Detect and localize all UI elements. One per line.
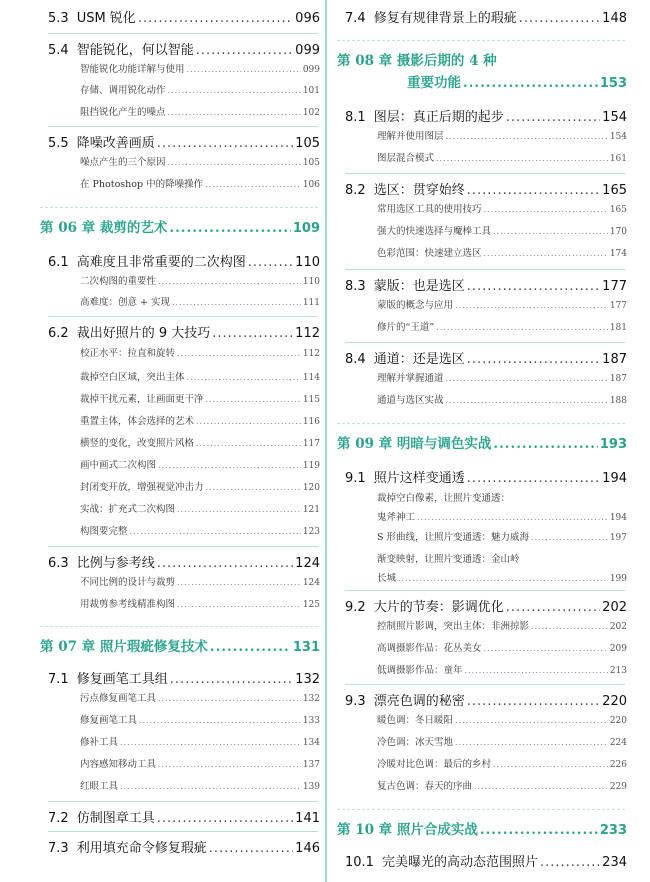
entry-title: 红眼工具 [80,781,119,792]
leader-dots [187,373,301,382]
page-number: 165 [602,183,627,198]
section-number: 8.4 [345,352,366,367]
page-number: 199 [609,574,627,584]
page-number: 233 [599,823,627,838]
section-number: 5.4 [48,43,69,58]
page-number: 141 [295,811,320,826]
toc-subentry [377,756,627,770]
toc-section-entry [48,837,320,856]
entry-title: 冷色调：冰天雪地 [377,737,454,748]
toc-section-entry [345,7,627,26]
toc-chapter-heading [40,635,320,655]
leader-dots [187,65,301,74]
toc-subentry-continued [377,570,627,584]
leader-dots [168,158,301,167]
page-number: 229 [609,782,627,792]
toc-subentry [377,297,627,311]
toc-subentry [80,435,320,449]
leader-dots [467,183,600,198]
entry-title: 蒙版：也是选区 [373,279,465,294]
leader-dots [209,841,293,856]
page-number: 099 [302,65,320,75]
chapter-title: 第 09 章 明暗与调色实战 [337,436,492,452]
entry-title: 通道：还是选区 [373,352,465,367]
page-number: 123 [302,527,320,537]
toc-section-entry [48,251,320,270]
toc-subentry [377,778,627,792]
entry-title: 高难度且非常重要的二次构图 [76,255,246,270]
section-separator [48,546,318,547]
page-number: 220 [602,694,627,709]
chapter-title: 第 10 章 照片合成实战 [337,822,478,838]
leader-dots [130,527,301,536]
toc-subentry [80,523,320,537]
leader-dots [157,811,293,826]
entry-title: 复古色调：春天的序曲 [377,781,473,792]
toc-subentry [377,734,627,748]
leader-dots [436,323,608,332]
toc-subentry [377,128,627,142]
page-number: 117 [302,439,320,449]
leader-dots [158,461,301,470]
entry-title: 蒙版的概念与应用 [377,300,454,311]
section-number: 5.3 [48,11,69,26]
page-number: 220 [609,716,627,726]
toc-section-entry [345,467,627,486]
section-number: 9.1 [345,471,366,486]
leader-dots [474,782,608,791]
entry-title: 裁出好照片的 9 大技巧 [76,326,211,341]
page-number: 146 [295,841,320,856]
page-number: 102 [302,108,320,118]
toc-subentry [80,690,320,704]
entry-title: 横竖的变化，改变照片风格 [80,438,195,449]
leader-dots [506,600,600,615]
entry-title: 构图要完整 [80,526,128,537]
leader-dots [463,75,598,91]
chapter-separator [40,207,318,208]
leader-dots [467,352,600,367]
entry-title: 智能锐化，何以智能 [76,43,194,58]
leader-dots [398,574,608,583]
entry-title: 封闭变开放，增强视觉冲击力 [80,482,204,493]
section-number: 5.5 [48,136,69,151]
page-number: 114 [302,373,320,383]
toc-subentry [377,319,627,333]
leader-dots [446,396,608,405]
section-separator [345,590,625,591]
entry-title: 污点修复画笔工具 [80,693,157,704]
page-number: 154 [602,110,627,125]
toc-subentry [80,104,320,118]
leader-dots [446,132,608,141]
entry-title: 强大的快速选择与魔棒工具 [377,226,492,237]
entry-title: USM 锐化 [76,11,136,26]
chapter-title: 第 08 章 摄影后期的 4 种 [337,53,497,69]
section-number: 9.2 [345,600,366,615]
leader-dots [493,760,608,769]
page-number: 112 [302,349,320,359]
entry-title: 实战：扩充式二次构图 [80,504,176,515]
page-number: 134 [302,738,320,748]
entry-title: 二次构图的重要性 [80,276,157,287]
toc-section-entry [345,690,627,709]
entry-title: 比例与参考线 [76,556,155,571]
toc-chapter-heading [337,49,627,69]
entry-title: 修复画笔工具组 [76,672,168,687]
toc-section-entry [48,7,320,26]
leader-dots [467,471,600,486]
entry-title: 裁掉空白区域，突出主体 [80,372,185,383]
page-number: 124 [302,578,320,588]
leader-dots [170,672,293,687]
entry-title-line2: 长城 [377,573,397,584]
toc-subentry [377,201,627,215]
entry-title: 漂亮色调的秘密 [373,694,465,709]
chapter-separator [337,809,625,810]
page-number: 105 [302,158,320,168]
toc-subentry [377,150,627,164]
leader-dots [139,716,301,725]
section-separator [48,316,318,317]
leader-dots [417,513,608,522]
leader-dots [446,374,608,383]
entry-title: 存储、调用锐化动作 [80,85,166,96]
page-number: 181 [609,323,627,333]
toc-subentry [80,345,320,359]
toc-subentry [377,245,627,259]
page-number: 101 [302,86,320,96]
toc-section-entry [48,39,320,58]
chapter-separator [337,423,625,424]
toc-chapter-heading-continued [407,71,627,91]
section-separator [48,126,318,127]
page-number: 234 [602,855,627,870]
page-number: 226 [609,760,627,770]
entry-title: 大片的节奏：影调优化 [373,600,504,615]
leader-dots [484,249,608,258]
entry-title: 校正水平：拉直和旋转 [80,348,176,359]
toc-section-entry [48,322,320,341]
toc-subentry [80,596,320,610]
section-number: 6.1 [48,255,69,270]
leader-dots [172,298,301,307]
entry-title: 常用选区工具的使用技巧 [377,204,482,215]
toc-subentry [80,778,320,792]
toc-subentry [80,391,320,405]
toc-subentry-continued [377,509,627,523]
section-separator [345,342,625,343]
entry-title: 暖色调：冬日暖阳 [377,715,454,726]
entry-title: 完美曝光的高动态范围照片 [381,855,538,870]
page-number: 133 [302,716,320,726]
entry-title: 在 Photoshop 中的降噪操作 [80,179,204,190]
toc-subentry: 渐变映射，让照片变通透：金山岭 [377,554,520,565]
entry-title: 画中画式二次构图 [80,460,157,471]
page-number: 124 [295,556,320,571]
toc-section-entry [48,668,320,687]
page-number: 099 [295,43,320,58]
toc-subentry: 裁掉空白像素，让照片变通透： [377,493,511,504]
leader-dots [465,666,608,675]
page-number: 177 [602,279,627,294]
leader-dots [531,622,608,631]
leader-dots [138,11,293,26]
page-number: 137 [302,760,320,770]
entry-title: 阻挡锐化产生的噪点 [80,107,166,118]
section-number: 6.2 [48,326,69,341]
leader-dots [177,505,301,514]
page-number: 194 [609,513,627,523]
leader-dots [196,417,301,426]
page-number: 131 [292,640,320,655]
entry-title: 选区：贯穿始终 [373,183,465,198]
toc-section-entry [345,179,627,198]
leader-dots [120,738,301,747]
page-number: 121 [302,505,320,515]
page-number: 177 [609,301,627,311]
page-number: 202 [602,600,627,615]
toc-section-entry [48,552,320,571]
entry-title: 修补工具 [80,737,119,748]
entry-title: 裁掉干扰元素，让画面更干净 [80,394,204,405]
toc-subentry [80,574,320,588]
leader-dots [484,205,608,214]
leader-dots [455,301,608,310]
page-number: 110 [295,255,320,270]
leader-dots [455,716,608,725]
leader-dots [177,600,301,609]
toc-subentry [377,370,627,384]
leader-dots [168,86,301,95]
entry-title: 控制照片影调，突出主体：非洲掠影 [377,621,530,632]
section-number: 7.1 [48,672,69,687]
page-number: 188 [609,396,627,406]
toc-subentry [80,82,320,96]
toc-subentry [80,734,320,748]
leader-dots [531,533,608,542]
toc-subentry [80,457,320,471]
toc-subentry [80,501,320,515]
page-number: 105 [295,136,320,151]
leader-dots [493,227,608,236]
toc-section-entry [345,348,627,367]
entry-title: 图层：真正后期的起步 [373,110,504,125]
page-number: 161 [609,154,627,164]
page-number: 132 [302,694,320,704]
leader-dots [480,822,598,838]
section-number: 10.1 [345,855,374,870]
toc-subentry [377,529,627,543]
leader-dots [177,578,301,587]
toc-subentry [377,223,627,237]
leader-dots [120,782,301,791]
leader-dots [196,43,293,58]
page-number: 120 [302,483,320,493]
page-number: 224 [609,738,627,748]
leader-dots [157,136,293,151]
leader-dots [467,694,600,709]
page-number: 202 [609,622,627,632]
toc-subentry [377,640,627,654]
section-number: 7.4 [345,11,366,26]
toc-section-entry [345,851,627,870]
entry-title: 低调摄影作品：童年 [377,665,463,676]
entry-title: 降噪改善画质 [76,136,155,151]
leader-dots [168,108,301,117]
leader-dots [158,694,301,703]
toc-subentry [80,176,320,190]
leader-dots [212,326,293,341]
entry-title: 噪点产生的三个原因 [80,157,166,168]
toc-subentry [377,392,627,406]
section-separator [48,33,318,34]
chapter-separator [40,626,318,627]
toc-subentry [80,273,320,287]
chapter-title: 第 07 章 照片瑕疵修复技术 [40,639,208,655]
entry-title: 通道与选区实战 [377,395,444,406]
entry-title: 冷暖对比色调：最后的乡村 [377,759,492,770]
page-number: 109 [292,221,320,236]
leader-dots [196,439,301,448]
leader-dots [493,436,597,452]
leader-dots [157,556,293,571]
toc-subentry [80,712,320,726]
toc-section-entry [48,132,320,151]
toc-section-entry [48,807,320,826]
page-number: 110 [302,277,320,287]
page-number: 125 [302,600,320,610]
entry-title: 利用填充命令修复瑕疵 [76,841,207,856]
toc-section-entry [345,106,627,125]
page-number: 153 [599,76,627,91]
toc-subentry [377,712,627,726]
page-number: 119 [302,461,320,471]
toc-subentry [80,294,320,308]
section-number: 8.1 [345,110,366,125]
leader-dots [436,154,608,163]
entry-title: 理解并掌握通道 [377,373,444,384]
entry-title: S 形曲线，让照片变通透：魅力威海 [377,532,530,543]
page-number: 139 [302,782,320,792]
toc-chapter-heading [337,818,627,838]
page-number: 194 [602,471,627,486]
entry-title: 内容感知移动工具 [80,759,157,770]
page-number: 106 [302,180,320,190]
page-number: 174 [609,249,627,259]
toc-subentry [80,154,320,168]
page-number: 170 [609,227,627,237]
section-number: 7.2 [48,811,69,826]
page-number: 197 [609,533,627,543]
toc-section-entry [345,275,627,294]
entry-title: 照片这样变通透 [373,471,465,486]
leader-dots [205,180,301,189]
leader-dots [506,110,600,125]
page-number: 154 [609,132,627,142]
toc-chapter-heading [337,432,627,452]
leader-dots [455,738,608,747]
section-number: 9.3 [345,694,366,709]
toc-chapter-heading [40,216,320,236]
entry-title: 修复有规律背景上的瑕疵 [373,11,517,26]
page-number: 193 [599,437,627,452]
leader-dots [169,220,290,236]
page-number: 096 [295,11,320,26]
section-separator [48,831,318,832]
section-number: 8.3 [345,279,366,294]
page-number: 112 [295,326,320,341]
entry-title: 修复画笔工具 [80,715,138,726]
page-number: 213 [609,666,627,676]
leader-dots [540,855,600,870]
page-number: 187 [602,352,627,367]
entry-title: 修片的“王道” [377,322,435,333]
page-number: 116 [302,417,320,427]
column-divider [325,0,327,882]
section-separator [345,269,625,270]
leader-dots [158,277,301,286]
section-separator [345,173,625,174]
leader-dots [206,395,301,404]
entry-title: 色彩范围：快速建立选区 [377,248,482,259]
entry-title: 高难度：创意 + 实现 [80,297,170,308]
page-number: 165 [609,205,627,215]
section-separator [345,684,625,685]
entry-title: 理解并使用图层 [377,131,444,142]
page-number: 187 [609,374,627,384]
page-number: 115 [302,395,320,405]
page-number: 132 [295,672,320,687]
toc-subentry [80,413,320,427]
chapter-title-line2: 重要功能 [407,75,461,91]
entry-title: 重置主体，体会选择的艺术 [80,416,195,427]
leader-dots [467,279,600,294]
entry-title: 不同比例的设计与裁剪 [80,577,176,588]
page-number: 148 [602,11,627,26]
toc-subentry [80,756,320,770]
toc-subentry [80,61,320,75]
entry-title: 用裁剪参考线精准构图 [80,599,176,610]
entry-title: 智能锐化功能详解与使用 [80,64,185,75]
entry-title: 仿制图章工具 [76,811,155,826]
toc-subentry [80,369,320,383]
toc-subentry [80,479,320,493]
leader-dots [158,760,301,769]
entry-title: 高调摄影作品：花丛美女 [377,643,482,654]
chapter-separator [337,40,625,41]
toc-section-entry [345,596,627,615]
section-number: 8.2 [345,183,366,198]
leader-dots [519,11,600,26]
leader-dots [248,255,293,270]
leader-dots [177,349,301,358]
leader-dots [210,639,291,655]
page-number: 209 [609,644,627,654]
section-separator [48,801,318,802]
chapter-title: 第 06 章 裁剪的艺术 [40,220,168,236]
toc-subentry [377,618,627,632]
leader-dots [206,483,301,492]
section-number: 7.3 [48,841,69,856]
entry-title-line2: 鬼斧神工 [377,512,416,523]
section-number: 6.3 [48,556,69,571]
entry-title: 图层混合模式 [377,153,435,164]
toc-subentry [377,662,627,676]
leader-dots [484,644,608,653]
page-number: 111 [302,298,320,308]
